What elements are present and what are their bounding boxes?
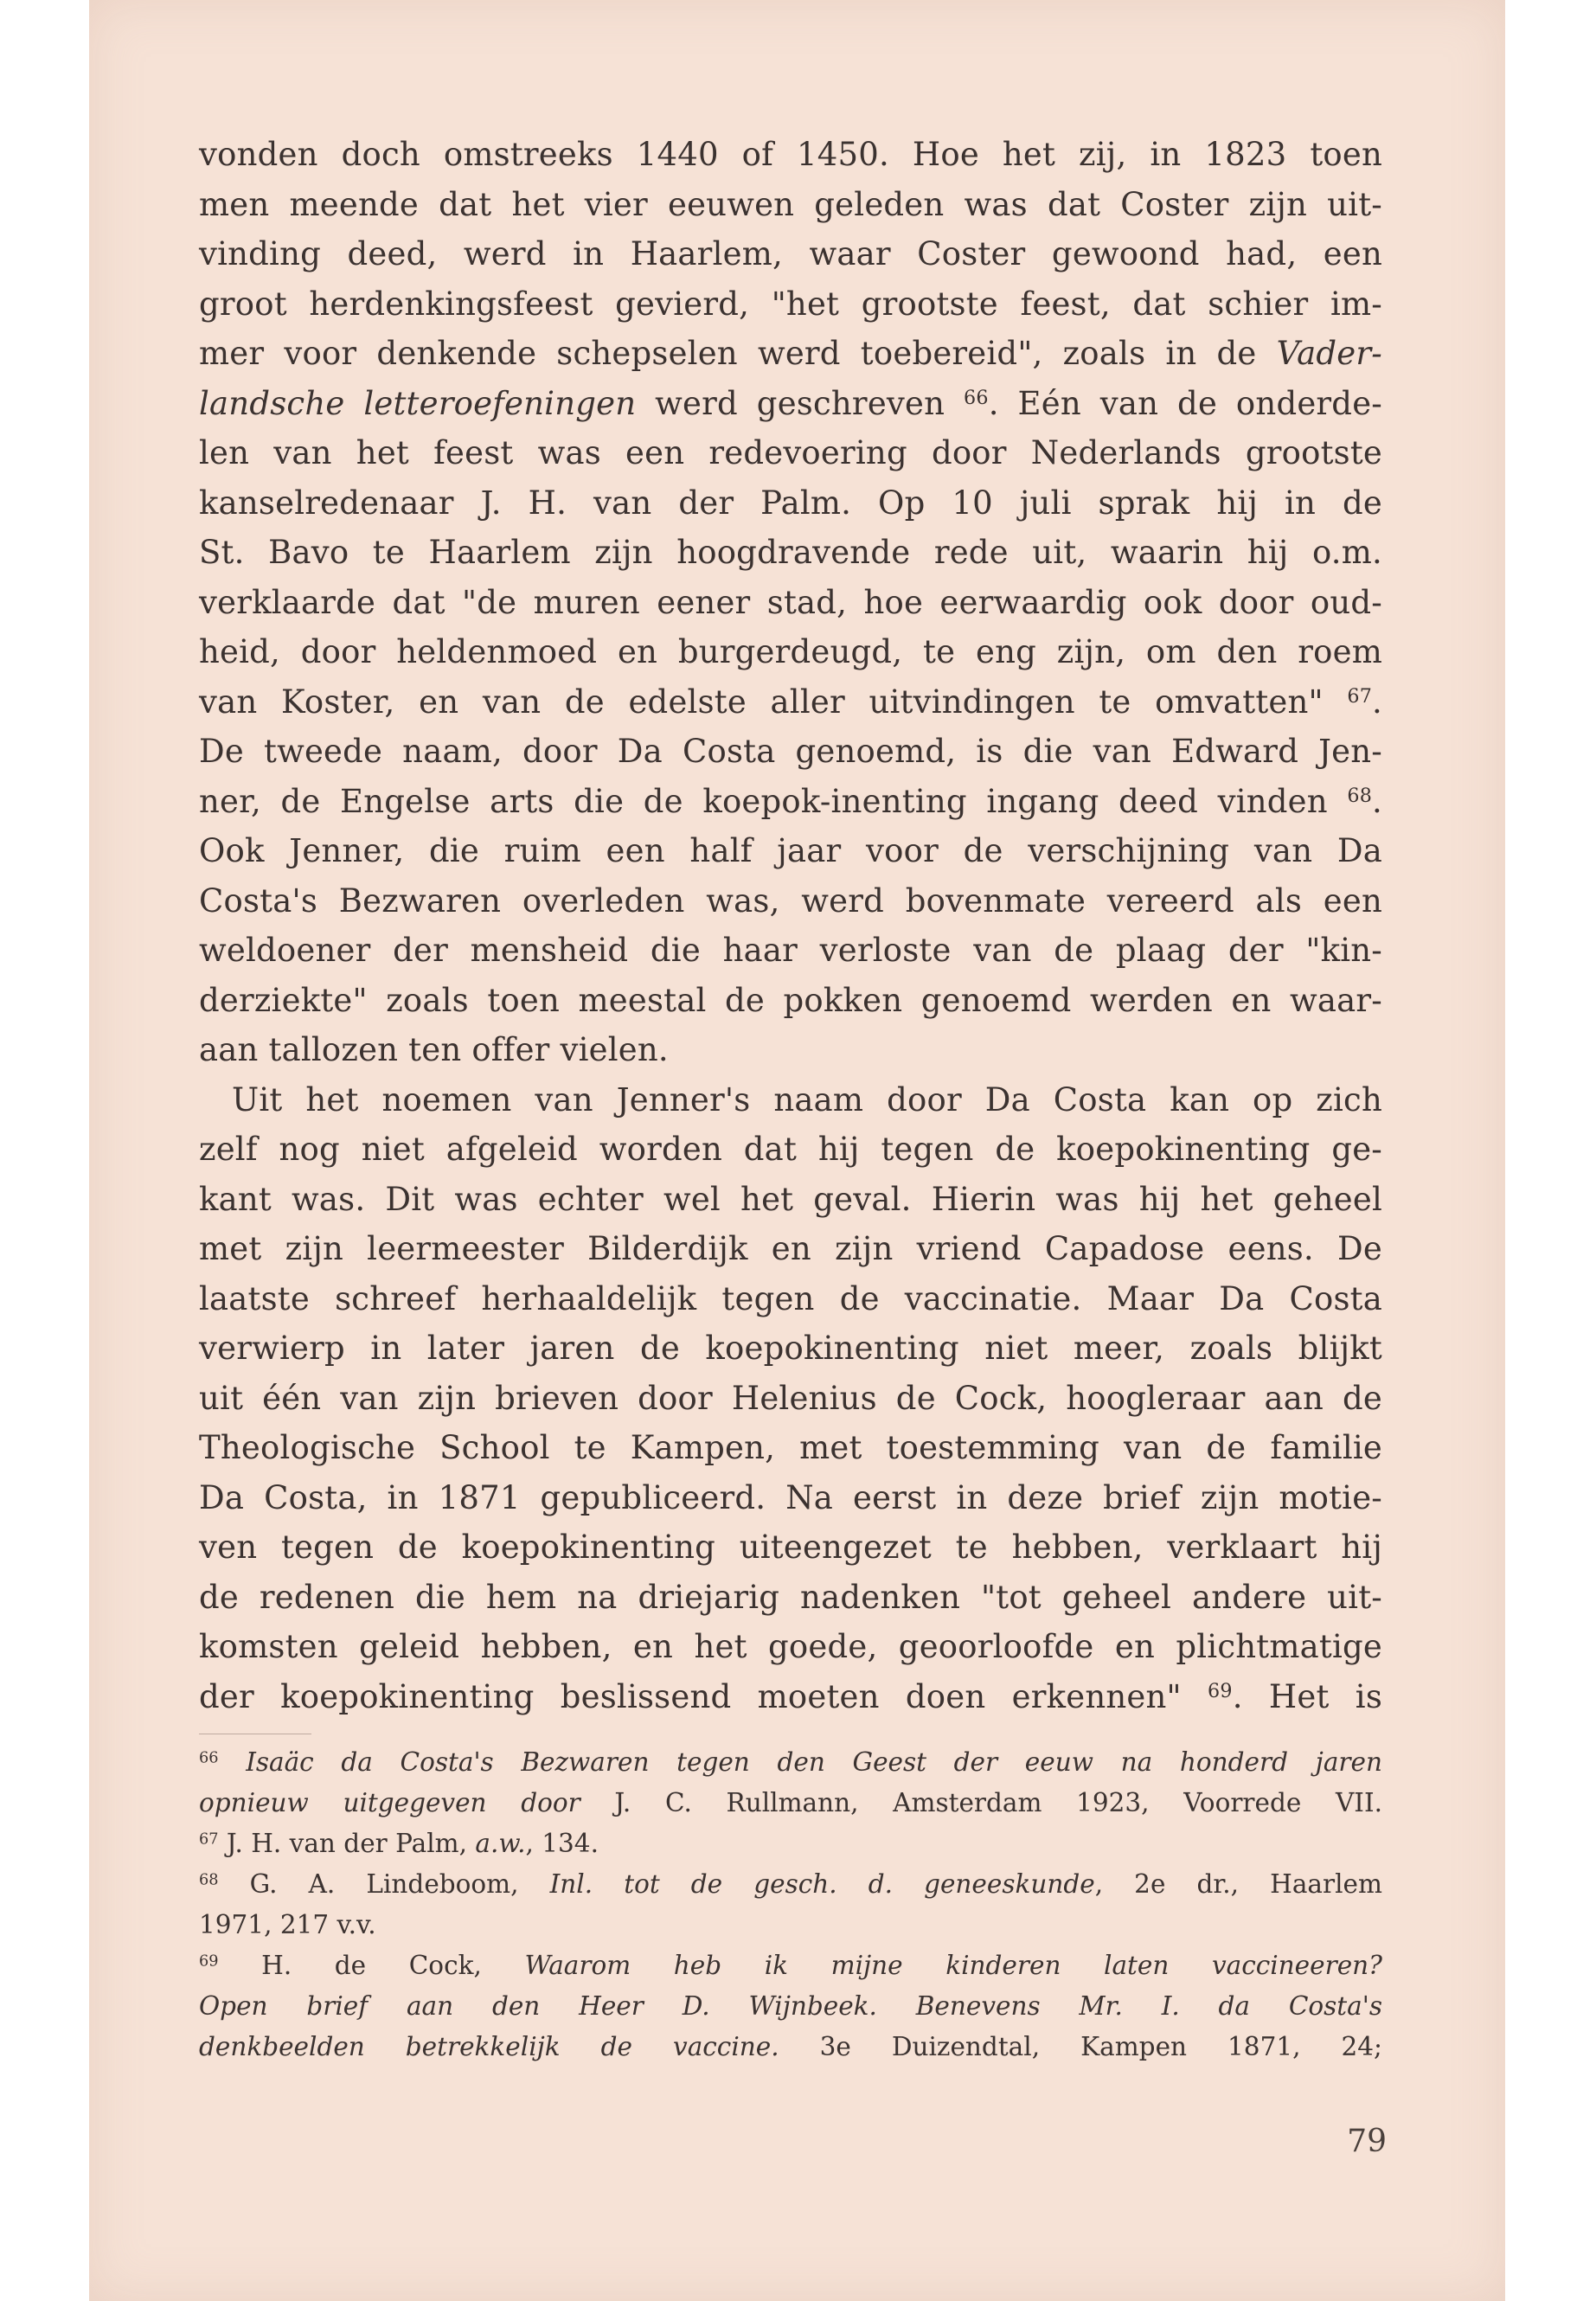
body-line: mer voor denkende schepselen werd toebereid", zoals in de Vader- (199, 335, 1382, 372)
italic-title: Vader- (1276, 335, 1382, 372)
body-line: groot herdenkingsfeest gevierd, "het grootste feest, dat schier im- (199, 285, 1382, 323)
body-line: uit één van zijn brieven door Helenius de Cock, hoogleraar aan de (199, 1379, 1382, 1417)
footnote-number: 68 (199, 1871, 219, 1889)
body-line: der koepokinenting beslissend moeten doen erkennen" $^{69}$. Het is (199, 1677, 1383, 1715)
body-line: len van het feest was een redevoering door Nederlands grootste (199, 434, 1382, 471)
page-text (199, 130, 1382, 2067)
body-line: de redenen die hem na driejarig nadenken "tot geheel andere uit- (199, 1578, 1382, 1616)
footnote-ref: 67 (1347, 684, 1373, 708)
body-line: verwierp in later jaren de koepokinenting niet meer, zoals blijkt (199, 1330, 1382, 1367)
body-line: kant was. Dit was echter wel het geval. Hierin was hij het geheel (199, 1180, 1382, 1218)
body-line: vinding deed, werd in Haarlem, waar Coster gewoond had, een (199, 235, 1382, 272)
footnotes (199, 1739, 1382, 2067)
body-line: Da Costa, in 1871 gepubliceerd. Na eerst in deze brief zijn motie- (199, 1478, 1382, 1516)
body-line: verklaarde dat "de muren eener stad, hoe eerwaardig ook door oud- (199, 583, 1382, 621)
body-line: heid, door heldenmoed en burgerdeugd, te eng zijn, om den roem (199, 633, 1382, 670)
body-line: De tweede naam, door Da Costa genoemd, is die van Edward Jen- (199, 733, 1382, 770)
book-page (89, 0, 1505, 2301)
body-line: aan tallozen ten offer vielen. (199, 1031, 669, 1068)
body-line: St. Bavo te Haarlem zijn hoogdravende rede uit, waarin hij o.m. (199, 534, 1382, 571)
footnote-ref: 69 (1208, 1679, 1233, 1702)
body-line: met zijn leermeester Bilderdijk en zijn vriend Capadose eens. De (199, 1230, 1382, 1267)
body-line: kanselredenaar J. H. van der Palm. Op 10 juli sprak hij in de (199, 484, 1382, 522)
body-line: Costa's Bezwaren overleden was, werd bovenmate vereerd als een (199, 881, 1382, 920)
body-line: derziekte" zoals toen meestal de pokken genoemd werden en waar- (199, 981, 1382, 1019)
footnote-line: 1971, 217 v.v. (199, 1910, 376, 1939)
body-line: zelf nog niet afgeleid worden dat hij tegen de koepokinenting ge- (199, 1131, 1382, 1168)
footnote-line: Open brief aan den Heer D. Wijnbeek. Benevens Mr. I. da Costa's (199, 1991, 1382, 2021)
body-line: ven tegen de koepokinenting uiteengezet te hebben, verklaart hij (199, 1529, 1382, 1566)
body-line: van Koster, en van de edelste aller uitvindingen te omvatten" $^{67}$. (199, 683, 1382, 721)
body-line: ner, de Engelse arts die de koepok-inenting ingang deed vinden $^{68}$. (199, 782, 1382, 820)
footnote-line: $^{69}$ H. de Cock, Waarom heb ik mijne kinderen laten vaccineeren? (199, 1951, 1382, 1980)
body-line: laatste schreef herhaaldelijk tegen de vaccinatie. Maar Da Costa (199, 1279, 1382, 1317)
body-line: weldoener der mensheid die haar verloste van de plaag der "kin- (199, 932, 1382, 969)
footnote-line: denkbeelden betrekkelijk de vaccine. 3e Duizendtal, Kampen 1871, 24; (199, 2032, 1382, 2061)
body-line: Uit het noemen van Jenner's naam door Da Costa kan op zich (232, 1080, 1382, 1118)
page-number: 79 (1347, 2124, 1387, 2159)
body-line: men meende dat het vier eeuwen geleden was dat Coster zijn uit- (199, 185, 1382, 223)
footnote-line: $^{66}$ Isaäc da Costa's Bezwaren tegen den Geest der eeuw na honderd jaren (199, 1747, 1382, 1777)
footnote-number: 66 (199, 1749, 219, 1767)
body-line: Theologische School te Kampen, met toestemming van de familie (199, 1429, 1382, 1466)
footnote-ref: 66 (964, 386, 989, 409)
body-line: komsten geleid hebben, en het goede, geoorloofde en plichtmatige (199, 1628, 1382, 1665)
body-line: Ook Jenner, die ruim een half jaar voor de verschijning van Da (199, 832, 1382, 869)
footnote-number: 69 (199, 1952, 219, 1971)
body-line: landsche letteroefeningen werd geschreven $^{66}$. Eén van de onderde- (199, 384, 1382, 422)
footnote-ref: 68 (1347, 784, 1373, 807)
footnote-line: $^{68}$ G. A. Lindeboom, Inl. tot de gesch. d. geneeskunde, 2e dr., Haarlem (199, 1869, 1382, 1899)
italic-title: landsche letteroefeningen (199, 384, 637, 422)
footnote-number: 67 (199, 1830, 219, 1849)
footnote-line: opnieuw uitgegeven door J. C. Rullmann, Amsterdam 1923, Voorrede VII. (199, 1788, 1382, 1817)
body-line: vonden doch omstreeks 1440 of 1450. Hoe het zij, in 1823 toen (199, 136, 1382, 173)
footnote-line: $^{67}$ J. H. van der Palm, a.w., 134. (199, 1829, 599, 1858)
